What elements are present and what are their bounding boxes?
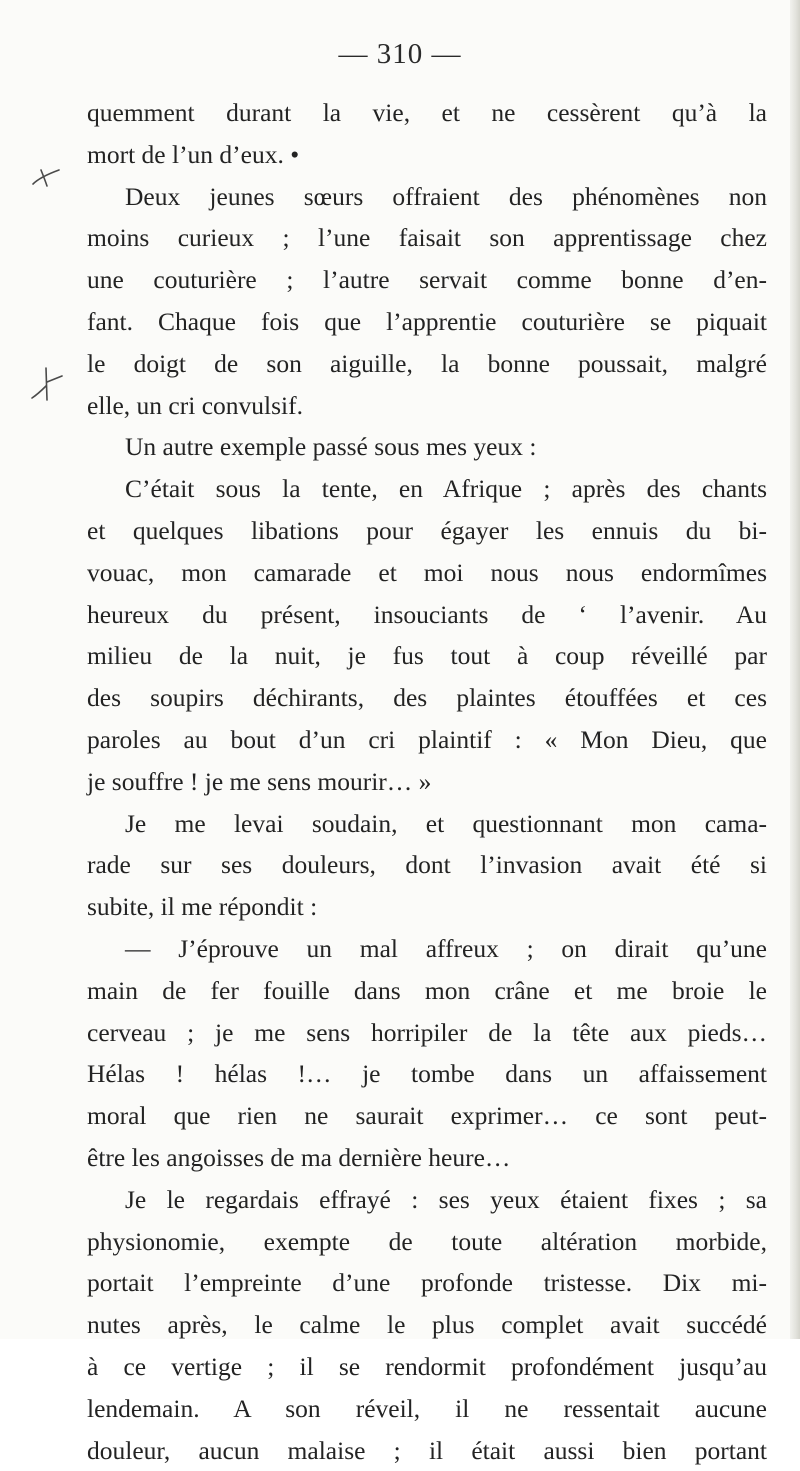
text-line: Je me levai soudain, et questionnant mon cama- xyxy=(87,803,767,845)
margin-cross-mark-icon xyxy=(30,166,62,188)
text-line: une couturière ; l’autre servait comme bonne d’en- xyxy=(87,259,767,301)
text-line: — J’éprouve un mal affreux ; on dirait qu’une xyxy=(87,928,767,970)
text-line: des soupirs déchirants, des plaintes étouffées et ces xyxy=(87,677,767,719)
text-line: je souffre ! je me sens mourir… » xyxy=(87,761,767,803)
text-line: être les angoisses de ma dernière heure… xyxy=(87,1137,767,1179)
text-line: Deux jeunes sœurs offraient des phénomènes non xyxy=(87,176,767,218)
text-line: elle, un cri convulsif. xyxy=(87,385,767,427)
text-line: et quelques libations pour égayer les ennuis du bi- xyxy=(87,510,767,552)
text-line: heureux du présent, insouciants de ‘ l’avenir. Au xyxy=(87,594,767,636)
text-line: Je le regardais effrayé : ses yeux étaient fixes ; sa xyxy=(87,1179,767,1221)
text-line: moral que rien ne saurait exprimer… ce sont peut- xyxy=(87,1095,767,1137)
text-line: physionomie, exempte de toute altération morbide, xyxy=(87,1221,767,1263)
page-number: — 310 — xyxy=(0,38,800,71)
text-line: main de fer fouille dans mon crâne et me broie le xyxy=(87,970,767,1012)
text-line: cerveau ; je me sens horripiler de la tête aux pieds… xyxy=(87,1012,767,1054)
text-line: Un autre exemple passé sous mes yeux : xyxy=(87,426,767,468)
body-text xyxy=(87,92,767,1471)
text-line: douleur, aucun malaise ; il était aussi bien portant xyxy=(87,1430,767,1471)
text-line: milieu de la nuit, je fus tout à coup réveillé par xyxy=(87,635,767,677)
text-line: quemment durant la vie, et ne cessèrent qu’à la xyxy=(87,92,767,134)
text-line: subite, il me répondit : xyxy=(87,886,767,928)
text-line: rade sur ses douleurs, dont l’invasion avait été si xyxy=(87,844,767,886)
text-line: paroles au bout d’un cri plaintif : « Mon Dieu, que xyxy=(87,719,767,761)
text-line: nutes après, le calme le plus complet avait succédé xyxy=(87,1304,767,1346)
text-line: C’était sous la tente, en Afrique ; après des chants xyxy=(87,468,767,510)
text-line: le doigt de son aiguille, la bonne poussait, malgré xyxy=(87,343,767,385)
page-edge-shadow xyxy=(790,0,800,1339)
margin-cross-mark-icon xyxy=(30,366,64,402)
text-line: à ce vertige ; il se rendormit profondément jusqu’au xyxy=(87,1346,767,1388)
text-line: Hélas ! hélas !… je tombe dans un affaissement xyxy=(87,1053,767,1095)
text-line: lendemain. A son réveil, il ne ressentait aucune xyxy=(87,1388,767,1430)
text-line: mort de l’un d’eux. • xyxy=(87,134,767,176)
text-line: vouac, mon camarade et moi nous nous endormîmes xyxy=(87,552,767,594)
text-line: moins curieux ; l’une faisait son apprentissage chez xyxy=(87,217,767,259)
text-line: portait l’empreinte d’une profonde tristesse. Dix mi- xyxy=(87,1262,767,1304)
text-line: fant. Chaque fois que l’apprentie couturière se piquait xyxy=(87,301,767,343)
